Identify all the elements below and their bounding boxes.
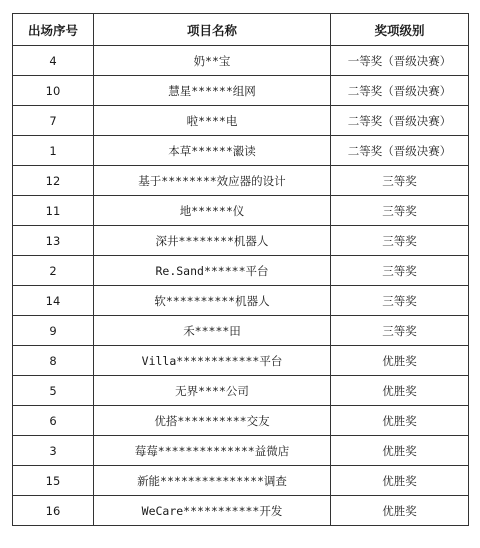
project-name-cell: 无界****公司 [94, 376, 331, 406]
award-cell: 二等奖（晋级决赛） [331, 76, 469, 106]
table-row [13, 316, 469, 346]
seq-cell: 2 [13, 256, 94, 286]
table-row [13, 76, 469, 106]
awards-table [12, 13, 469, 526]
table-row [13, 136, 469, 166]
award-cell: 三等奖 [331, 166, 469, 196]
project-name-cell: 优搭**********交友 [94, 406, 331, 436]
project-name-cell: Villa************平台 [94, 346, 331, 376]
award-cell: 三等奖 [331, 226, 469, 256]
header-award: 奖项级别 [331, 14, 469, 46]
award-cell: 二等奖（晋级决赛） [331, 106, 469, 136]
table-row [13, 196, 469, 226]
seq-cell: 4 [13, 46, 94, 76]
award-cell: 优胜奖 [331, 346, 469, 376]
seq-cell: 14 [13, 286, 94, 316]
project-name-cell: 慧星******组网 [94, 76, 331, 106]
seq-cell: 3 [13, 436, 94, 466]
seq-cell: 10 [13, 76, 94, 106]
table-row [13, 346, 469, 376]
project-name-cell: 禾*****田 [94, 316, 331, 346]
seq-cell: 9 [13, 316, 94, 346]
table-row [13, 436, 469, 466]
award-cell: 优胜奖 [331, 406, 469, 436]
table-row [13, 256, 469, 286]
award-cell: 三等奖 [331, 316, 469, 346]
project-name-cell: 深井********机器人 [94, 226, 331, 256]
award-cell: 三等奖 [331, 196, 469, 226]
table-row [13, 286, 469, 316]
project-name-cell: WeCare***********开发 [94, 496, 331, 526]
table-row [13, 406, 469, 436]
project-name-cell: 本草******瀫读 [94, 136, 331, 166]
project-name-cell: 地******仪 [94, 196, 331, 226]
project-name-cell: 软**********机器人 [94, 286, 331, 316]
seq-cell: 13 [13, 226, 94, 256]
header-name: 项目名称 [94, 14, 331, 46]
project-name-cell: 莓莓**************益微店 [94, 436, 331, 466]
header-seq: 出场序号 [13, 14, 94, 46]
project-name-cell: 新能***************调查 [94, 466, 331, 496]
project-name-cell: Re.Sand******平台 [94, 256, 331, 286]
award-cell: 优胜奖 [331, 496, 469, 526]
seq-cell: 12 [13, 166, 94, 196]
award-cell: 优胜奖 [331, 436, 469, 466]
award-cell: 三等奖 [331, 286, 469, 316]
table-row [13, 376, 469, 406]
seq-cell: 5 [13, 376, 94, 406]
project-name-cell: 基于********效应器的设计 [94, 166, 331, 196]
seq-cell: 16 [13, 496, 94, 526]
award-cell: 优胜奖 [331, 376, 469, 406]
seq-cell: 7 [13, 106, 94, 136]
seq-cell: 6 [13, 406, 94, 436]
award-cell: 优胜奖 [331, 466, 469, 496]
award-cell: 三等奖 [331, 256, 469, 286]
project-name-cell: 奶**宝 [94, 46, 331, 76]
table-row [13, 496, 469, 526]
header-row [13, 14, 469, 46]
seq-cell: 15 [13, 466, 94, 496]
awards-table-container [12, 13, 469, 526]
table-row [13, 466, 469, 496]
award-cell: 二等奖（晋级决赛） [331, 136, 469, 166]
seq-cell: 1 [13, 136, 94, 166]
table-row [13, 166, 469, 196]
table-row [13, 46, 469, 76]
table-row [13, 106, 469, 136]
project-name-cell: 啦****电 [94, 106, 331, 136]
table-row [13, 226, 469, 256]
award-cell: 一等奖（晋级决赛） [331, 46, 469, 76]
seq-cell: 8 [13, 346, 94, 376]
seq-cell: 11 [13, 196, 94, 226]
